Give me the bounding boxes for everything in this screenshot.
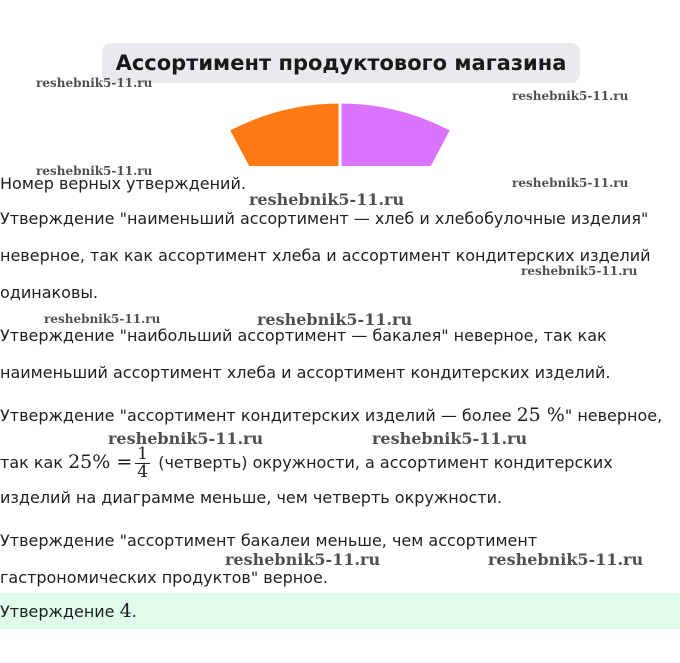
intro-text: Номер верных утверждений. xyxy=(0,174,246,193)
answer-prefix: Утверждение xyxy=(0,602,120,621)
statement-3-line-1 xyxy=(0,405,662,426)
watermark: reshebnik5-11.ru xyxy=(488,550,644,569)
answer-suffix: . xyxy=(131,602,137,621)
statement-3-line-2-pre: так как xyxy=(0,453,69,472)
statement-1-line-1: Утверждение "наименьший ассортимент — хлеб и хлебобулочные изделия" xyxy=(0,209,649,228)
watermark: reshebnik5-11.ru xyxy=(512,176,629,190)
pie-slice-orange xyxy=(228,102,340,166)
fraction-numerator: 1 xyxy=(137,444,149,464)
watermark: reshebnik5-11.ru xyxy=(372,429,528,448)
statement-2-line-1: Утверждение "наибольший ассортимент — бакалея" неверное, так как xyxy=(0,326,607,345)
watermark: reshebnik5-11.ru xyxy=(44,312,161,326)
fraction-one-quarter xyxy=(135,446,150,481)
watermark: reshebnik5-11.ru xyxy=(249,190,405,209)
statement-3-line-1-post: " неверное, xyxy=(564,406,663,425)
answer-number: 4 xyxy=(119,600,132,622)
statement-4-line-1: Утверждение "ассортимент бакалеи меньше, чем ассортимент xyxy=(0,531,538,550)
chart-title-text: Ассортимент продуктового магазина xyxy=(115,51,567,75)
answer-text xyxy=(0,601,137,622)
watermark: reshebnik5-11.ru xyxy=(36,164,153,178)
pie-slice-violet xyxy=(340,102,452,166)
chart-title xyxy=(102,43,580,83)
statement-2-line-2: наименьший ассортимент хлеба и ассортимент кондитерских изделий. xyxy=(0,363,611,382)
watermark: reshebnik5-11.ru xyxy=(512,89,629,103)
fraction-denominator: 4 xyxy=(137,462,149,482)
statement-3-line-1-pre: Утверждение "ассортимент кондитерских изделий — более xyxy=(0,406,517,425)
watermark: reshebnik5-11.ru xyxy=(36,76,153,90)
statement-1-line-2: неверное, так как ассортимент хлеба и ассортимент кондитерских изделий xyxy=(0,246,651,265)
watermark: reshebnik5-11.ru xyxy=(225,550,381,569)
watermark: reshebnik5-11.ru xyxy=(521,264,638,278)
watermark: reshebnik5-11.ru xyxy=(108,429,264,448)
statement-3-line-2 xyxy=(0,446,613,481)
pie-chart xyxy=(200,100,480,166)
statement-3-line-3: изделий на диаграмме меньше, чем четверть окружности. xyxy=(0,488,503,507)
statement-1-line-3: одинаковы. xyxy=(0,283,99,302)
statement-4-line-2: гастрономических продуктов" верное. xyxy=(0,568,328,587)
equation-math: 25% = xyxy=(68,451,133,473)
watermark: reshebnik5-11.ru xyxy=(257,310,413,329)
percent-math: 25 % xyxy=(516,404,565,426)
statement-3-line-2-post: (четверть) окружности, а ассортимент кондитерских xyxy=(153,453,613,472)
